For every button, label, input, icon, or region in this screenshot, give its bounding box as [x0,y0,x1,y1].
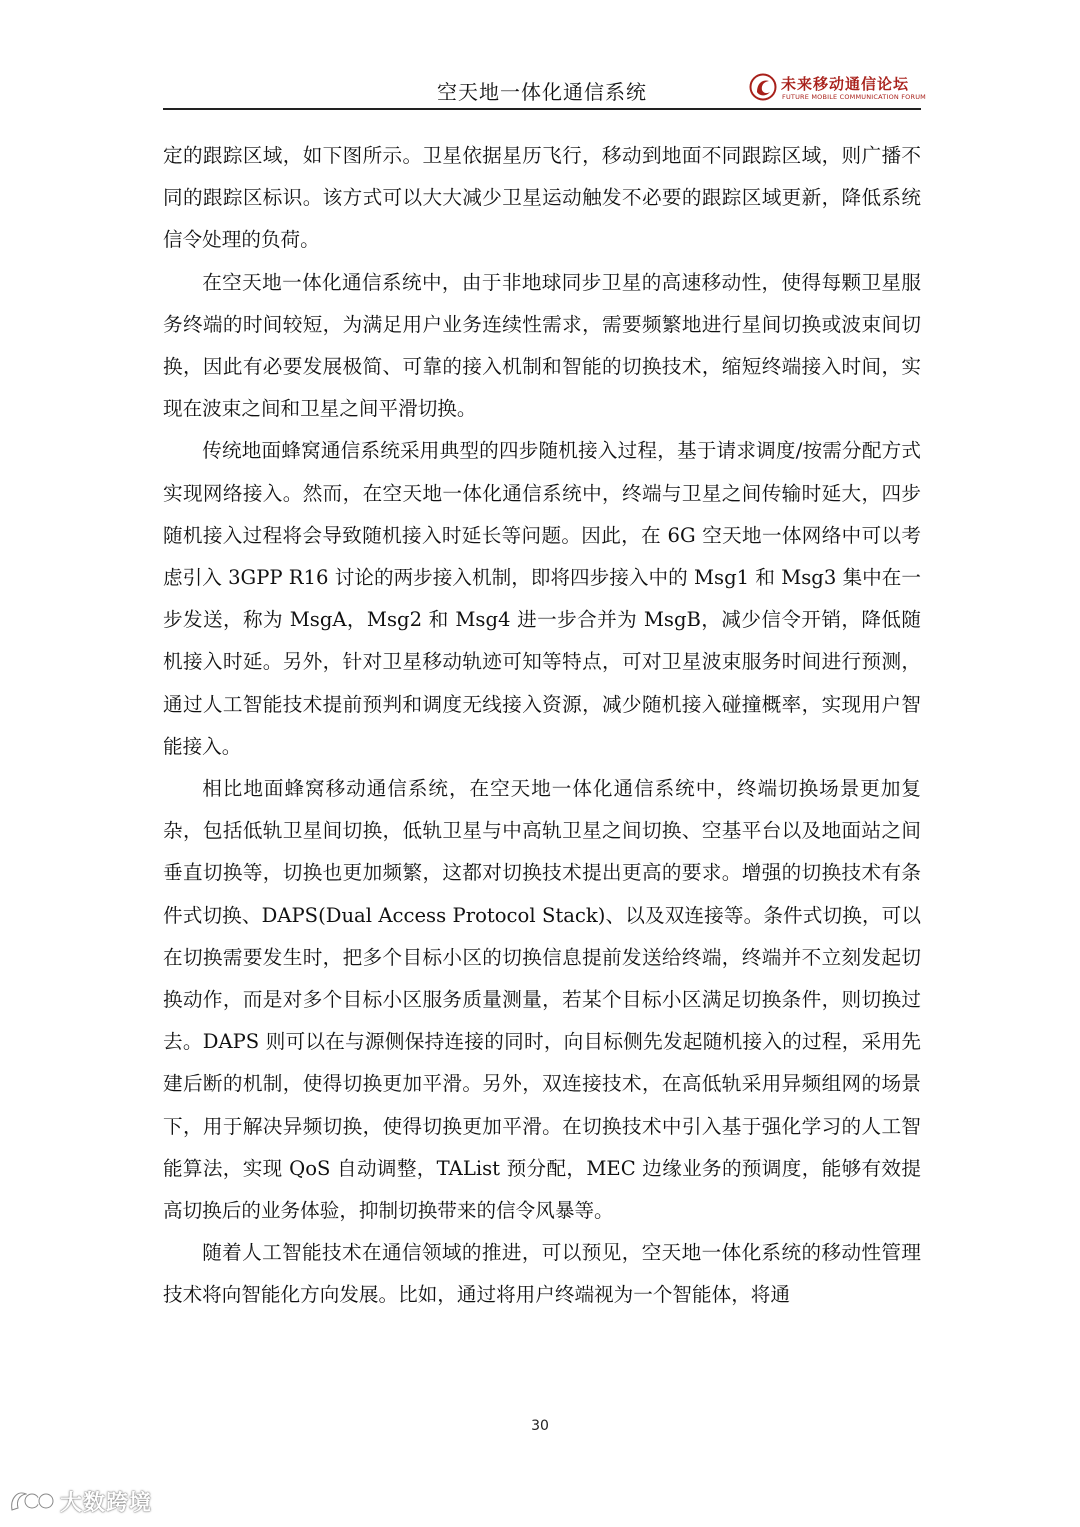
forum-logo-en: FUTURE MOBILE COMMUNICATION FORUM [782,93,926,101]
forum-logo [749,72,926,104]
page-number: 30 [531,1418,549,1434]
header-title: 空天地一体化通信系统 [437,80,647,104]
forum-logo-cn: 未来移动通信论坛 [781,75,910,93]
paragraph-5: 随着人工智能技术在通信领域的推进，可以预见，空天地一体化系统的移动性管理技术将向智能化方向发展。比如，通过将用户终端视为一个智能体，将通 [163,1241,921,1307]
watermark-logo-icon [8,1486,56,1516]
paragraph-2: 在空天地一体化通信系统中，由于非地球同步卫星的高速移动性，使得每颗卫星服务终端的时间较短，为满足用户业务连续性需求，需要频繁地进行星间切换或波束间切换，因此有必要发展极简、可靠的接入机制和智能的切换技术，缩短终端接入时间，实现在波束之间和卫星之间平滑切换。 [163,270,921,421]
paragraph-4: 相比地面蜂窝移动通信系统，在空天地一体化通信系统中，终端切换场景更加复杂，包括低轨卫星间切换，低轨卫星与中高轨卫星之间切换、空基平台以及地面站之间垂直切换等，切换也更加频繁，这都对切换技术提出更高的要求。增强的切换技术有条件式切换、DAPS(Dual Access Protocol Stack)、以及双连接等。条件式切换，可以在切换需要发生时，把多个目标小区的切换信息提前发送给终端，终端并不立刻发起切换动作，而是对多个目标小区服务质量测量，若某个目标小区满足切换条件，则切换过去。DAPS 则可以在与源侧保持连接的同时，向目标侧先发起随机接入的过程，采用先建后断的机制，使得切换更加平滑。另外，双连接技术，在高低轨采用异频组网的场景下，用于解决异频切换，使得切换更加平滑。在切换技术中引入基于强化学习的人工智能算法，实现 QoS 自动调整，TAList 预分配，MEC 边缘业务的预调度，能够有效提高切换后的业务体验，抑制切换带来的信令风暴等。 [163,777,921,1223]
forum-logo-icon [749,73,777,101]
paragraph-1: 定的跟踪区域，如下图所示。卫星依据星历飞行，移动到地面不同跟踪区域，则广播不同的跟踪区标识。该方式可以大大减少卫星运动触发不必要的跟踪区域更新，降低系统信令处理的负荷。 [163,144,921,252]
watermark-text: 大数跨境 [60,1490,153,1516]
page-header [163,62,926,110]
paragraph-3: 传统地面蜂窝通信系统采用典型的四步随机接入过程，基于请求调度/按需分配方式实现网络接入。然而，在空天地一体化通信系统中，终端与卫星之间传输时延大，四步随机接入过程将会导致随机接入时延长等问题。因此，在 6G 空天地一体网络中可以考虑引入 3GPP R16 讨论的两步接入机制，即将四步接入中的 Msg1 和 Msg3 集中在一步发送，称为 MsgA，Msg2 和 Msg4 进一步合并为 MsgB，减少信令开销，降低随机接入时延。另外，针对卫星移动轨迹可知等特点，可对卫星波束服务时间进行预测，通过人工智能技术提前预判和调度无线接入资源，减少随机接入碰撞概率，实现用户智能接入。 [163,439,921,758]
watermark [8,1483,152,1519]
body-text [163,135,921,1317]
header-divider [163,108,921,110]
